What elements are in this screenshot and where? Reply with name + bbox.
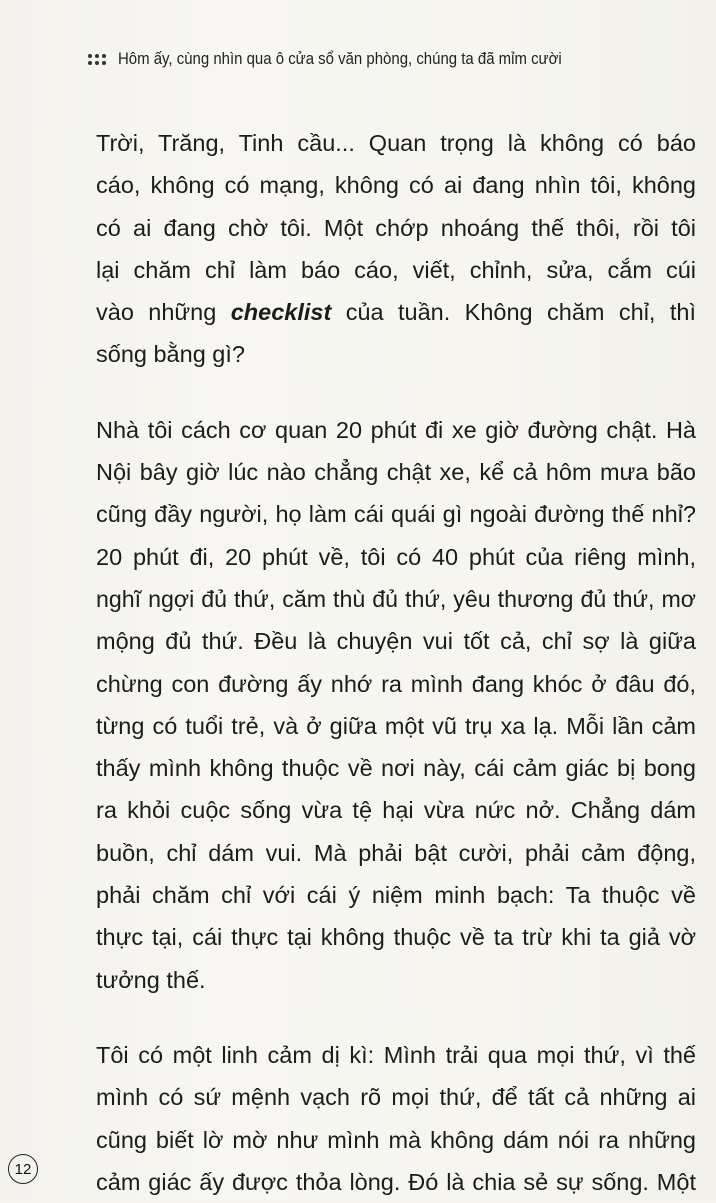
text-line: thực tại, cái thực tại không thuộc về ta trừ khi ta giả vờ bbox=[96, 924, 696, 951]
text-line: cũng đầy người, họ làm cái quái gì ngoài đường thế nhỉ? bbox=[96, 501, 696, 528]
show-through-text bbox=[4, 30, 26, 290]
paragraph bbox=[96, 1034, 696, 1203]
header-ornament-icon bbox=[88, 54, 106, 65]
text-line: phải chăm chỉ với cái ý niệm minh bạch: Ta thuộc về bbox=[96, 882, 696, 909]
text-line: có ai đang chờ tôi. Một chớp nhoáng thế thôi, rồi tôi bbox=[96, 214, 696, 241]
show-through-text bbox=[6, 940, 28, 1080]
page-number: 12 bbox=[8, 1154, 38, 1184]
header-title: Hôm ấy, cùng nhìn qua ô cửa sổ văn phòng, chúng ta đã mỉm cười bbox=[118, 49, 562, 68]
text-line: từng có tuổi trẻ, và ở giữa một vũ trụ xa lạ. Mỗi lần cảm bbox=[96, 712, 696, 739]
text-segment: của tuần. Không chăm chỉ, thì bbox=[331, 299, 696, 326]
text-line: tưởng thế. bbox=[96, 966, 206, 993]
text-line: cáo, không có mạng, không có ai đang nhìn tôi, không bbox=[96, 172, 696, 199]
text-line: cảm giác ấy được thỏa lòng. Đó là chia sẻ sự sống. Một bbox=[96, 1168, 696, 1195]
text-line: thấy mình không thuộc về nơi này, cái cảm giác bị bong bbox=[96, 755, 696, 782]
text-line: mộng đủ thứ. Đều là chuyện vui tốt cả, chỉ sợ là giữa bbox=[96, 628, 696, 655]
text-line: Tôi có một linh cảm dị kì: Mình trải qua mọi thứ, vì thế bbox=[96, 1041, 696, 1068]
paragraph bbox=[96, 122, 696, 376]
paragraph bbox=[96, 409, 696, 1001]
text-line: chừng con đường ấy nhớ ra mình đang khóc ở đâu đó, bbox=[96, 670, 696, 697]
text-line: Nội bây giờ lúc nào chẳng chật xe, kể cả hôm mưa bão bbox=[96, 459, 696, 486]
text-line: buồn, chỉ dám vui. Mà phải bật cười, phải cảm động, bbox=[96, 839, 696, 866]
text-line: lại chăm chỉ làm báo cáo, viết, chỉnh, sửa, cắm cúi bbox=[96, 256, 696, 283]
body-text bbox=[96, 122, 696, 1203]
running-header bbox=[88, 44, 688, 74]
text-line: cũng biết lờ mờ như mình mà không dám nói ra những bbox=[96, 1126, 696, 1153]
text-line: nghĩ ngợi đủ thứ, căm thù đủ thứ, yêu thương đủ thứ, mơ bbox=[96, 585, 696, 612]
emphasized-word: checklist bbox=[230, 299, 332, 326]
text-line: sống bằng gì? bbox=[96, 341, 245, 368]
text-line: 20 phút đi, 20 phút về, tôi có 40 phút của riêng mình, bbox=[96, 543, 696, 570]
text-segment: vào những bbox=[96, 299, 231, 326]
text-line bbox=[96, 291, 696, 333]
text-line: ra khỏi cuộc sống vừa tệ hại vừa nức nở. Chẳng dám bbox=[96, 797, 696, 824]
text-line: Nhà tôi cách cơ quan 20 phút đi xe giờ đường chật. Hà bbox=[96, 416, 696, 443]
text-line: Trời, Trăng, Tinh cầu... Quan trọng là không có báo bbox=[96, 130, 696, 156]
text-line: mình có sứ mệnh vạch rõ mọi thứ, để tất cả những ai bbox=[96, 1084, 696, 1111]
